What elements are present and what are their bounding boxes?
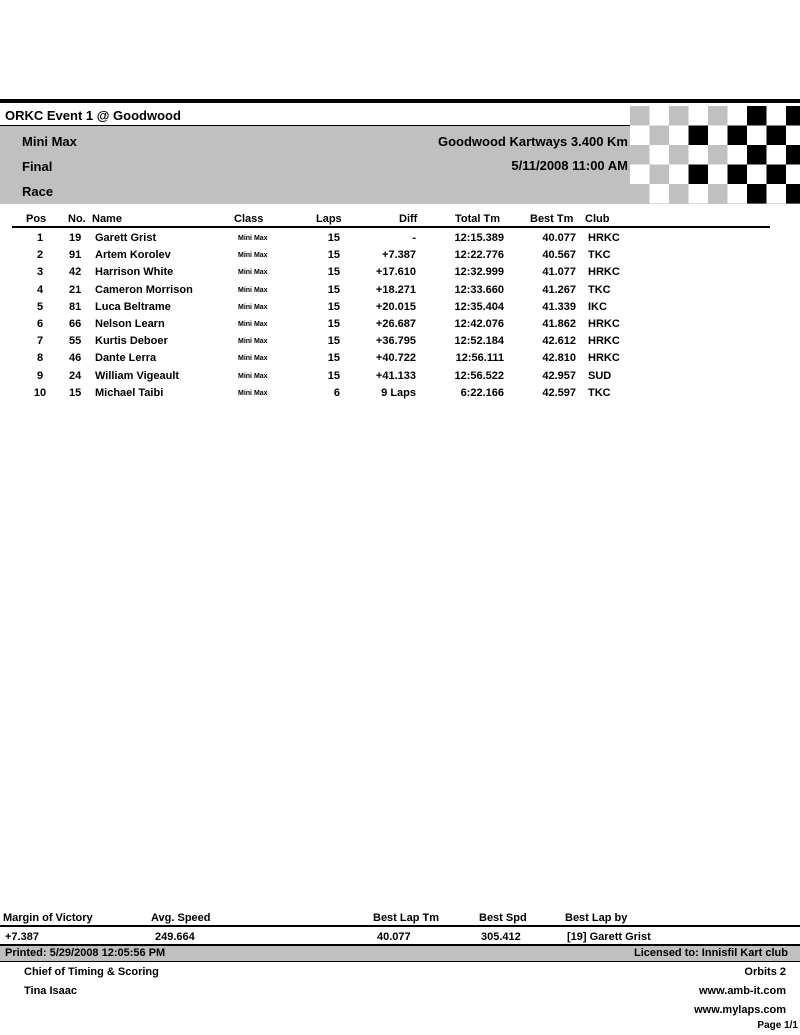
cell-no: 81 [69,300,82,313]
cell-club: HRKC [588,318,620,330]
cell-best: 42.612 [542,335,576,348]
cell-name: Michael Taibi [95,386,164,399]
cell-name: Dante Lerra [95,352,157,365]
margin-label: Margin of Victory [3,912,93,924]
cell-no: 24 [69,369,82,382]
cell-name: William Vigeault [95,369,180,382]
cell-laps: 15 [327,283,340,296]
cell-total: 12:56.522 [454,369,504,382]
cell-laps: 6 [333,386,340,399]
cell-total: 12:56.111 [455,352,504,365]
cell-name: Luca Beltrame [95,300,171,313]
cell-diff: +18.271 [375,283,416,296]
best-lap-by-label: Best Lap by [565,912,628,924]
cell-pos: 8 [36,352,44,365]
cell-no: 21 [69,283,82,296]
cell-club: TKC [588,386,611,399]
cell-club: TKC [588,283,611,296]
class-name: Mini Max [22,134,77,149]
cell-laps: 15 [327,266,340,279]
cell-best: 41.862 [542,318,576,330]
page-number: Page 1/1 [757,1020,798,1031]
cell-no: 19 [69,232,82,244]
cell-total: 12:52.184 [454,335,504,348]
cell-total: 12:32.999 [454,266,504,279]
cell-diff: +20.015 [375,300,416,313]
cell-total: 6:22.166 [460,386,504,399]
cell-pos: 5 [36,300,44,313]
top-rule [0,99,800,103]
track-name: Goodwood Kartways 3.400 Km [438,134,628,149]
cell-best: 40.077 [542,232,576,244]
cell-no: 46 [69,352,82,365]
cell-no: 66 [69,318,82,330]
best-lap-label: Best Lap Tm [373,912,440,924]
site-mylaps-link[interactable]: www.mylaps.com [694,1004,786,1016]
table-header-rule [12,226,770,228]
cell-class: Mini Max [238,321,268,328]
event-title: ORKC Event 1 @ Goodwood [5,108,181,123]
cell-class: Mini Max [238,286,268,294]
cell-pos: 6 [36,318,44,330]
col-no: No. [68,213,86,225]
printed-timestamp: Printed: 5/29/2008 12:05:56 PM [5,947,166,959]
cell-pos: 10 [33,386,47,399]
cell-class: Mini Max [238,372,268,380]
cell-name: Kurtis Deboer [95,335,168,348]
licensed-to: Licensed to: Innisfil Kart club [633,947,788,959]
avg-speed-label: Avg. Speed [151,912,211,924]
cell-club: TKC [588,249,611,262]
session-datetime: 5/11/2008 11:00 AM [511,158,628,173]
cell-club: HRKC [588,266,620,279]
cell-name: Artem Korolev [95,249,171,262]
summary-rule [0,925,800,927]
col-laps: Laps [316,213,342,225]
cell-class: Mini Max [238,269,268,277]
best-lap-value: 40.077 [377,931,411,943]
cell-laps: 15 [327,335,340,348]
avg-speed-value: 249.664 [155,931,195,943]
cell-total: 12:15.389 [454,232,504,244]
chief-title: Chief of Timing & Scoring [24,966,159,978]
cell-club: HRKC [588,232,620,244]
cell-class: Mini Max [238,355,268,363]
cell-pos: 3 [36,266,44,279]
cell-diff: +17.610 [375,266,416,279]
cell-diff: +7.387 [382,249,416,262]
margin-value: +7.387 [5,931,39,943]
cell-name: Nelson Learn [95,318,165,330]
cell-class: Mini Max [238,389,268,397]
col-pos: Pos [26,213,47,225]
cell-name: Garett Grist [95,232,157,244]
cell-laps: 15 [327,232,340,244]
cell-best: 40.567 [542,249,576,262]
cell-no: 55 [69,335,82,348]
cell-class: Mini Max [238,252,268,260]
cell-best: 42.957 [542,369,576,382]
cell-best: 41.339 [542,300,576,313]
cell-class: Mini Max [238,235,268,242]
cell-club: SUD [588,369,612,382]
best-spd-label: Best Spd [479,912,527,924]
cell-best: 41.267 [542,283,576,296]
col-diff: Diff [399,213,418,225]
col-club: Club [585,213,610,225]
cell-diff: - [412,232,416,244]
session-name: Final [22,159,53,174]
cell-diff: 9 Laps [381,386,416,399]
cell-diff: +40.722 [375,352,416,365]
cell-best: 42.597 [542,386,576,399]
site-amb-link[interactable]: www.amb-it.com [699,985,786,997]
cell-no: 91 [69,249,82,262]
col-class: Class [234,213,264,225]
cell-club: HRKC [588,335,620,348]
cell-total: 12:33.660 [454,283,504,296]
software-name: Orbits 2 [744,966,786,978]
cell-best: 42.810 [542,352,576,365]
cell-no: 15 [69,386,82,399]
cell-pos: 7 [36,335,44,348]
cell-class: Mini Max [238,303,268,311]
cell-best: 41.077 [542,266,576,279]
col-total: Total Tm [455,213,501,225]
best-spd-value: 305.412 [481,931,521,943]
chief-name: Tina Isaac [24,985,77,997]
cell-name: Cameron Morrison [95,283,193,296]
cell-class: Mini Max [238,338,268,346]
cell-diff: +41.133 [375,369,416,382]
cell-laps: 15 [327,318,340,330]
cell-total: 12:22.776 [454,249,504,262]
cell-club: HRKC [588,352,620,365]
cell-laps: 15 [327,300,340,313]
cell-laps: 15 [327,369,340,382]
cell-total: 12:42.076 [454,318,504,330]
cell-diff: +26.687 [375,318,416,330]
cell-pos: 2 [36,249,44,262]
cell-total: 12:35.404 [454,300,504,313]
best-lap-by-value: [19] Garett Grist [567,931,651,943]
cell-laps: 15 [327,352,340,365]
cell-laps: 15 [327,249,340,262]
cell-diff: +36.795 [375,335,416,348]
cell-club: IKC [588,300,607,313]
cell-pos: 1 [36,232,44,244]
printed-rule-bottom [0,961,800,962]
col-best: Best Tm [530,213,574,225]
col-name: Name [92,213,122,225]
cell-pos: 4 [36,283,44,296]
checkered-flag-icon [630,106,800,204]
cell-pos: 9 [36,369,44,382]
cell-no: 42 [69,266,82,279]
session-type: Race [22,184,54,199]
cell-name: Harrison White [95,266,174,279]
